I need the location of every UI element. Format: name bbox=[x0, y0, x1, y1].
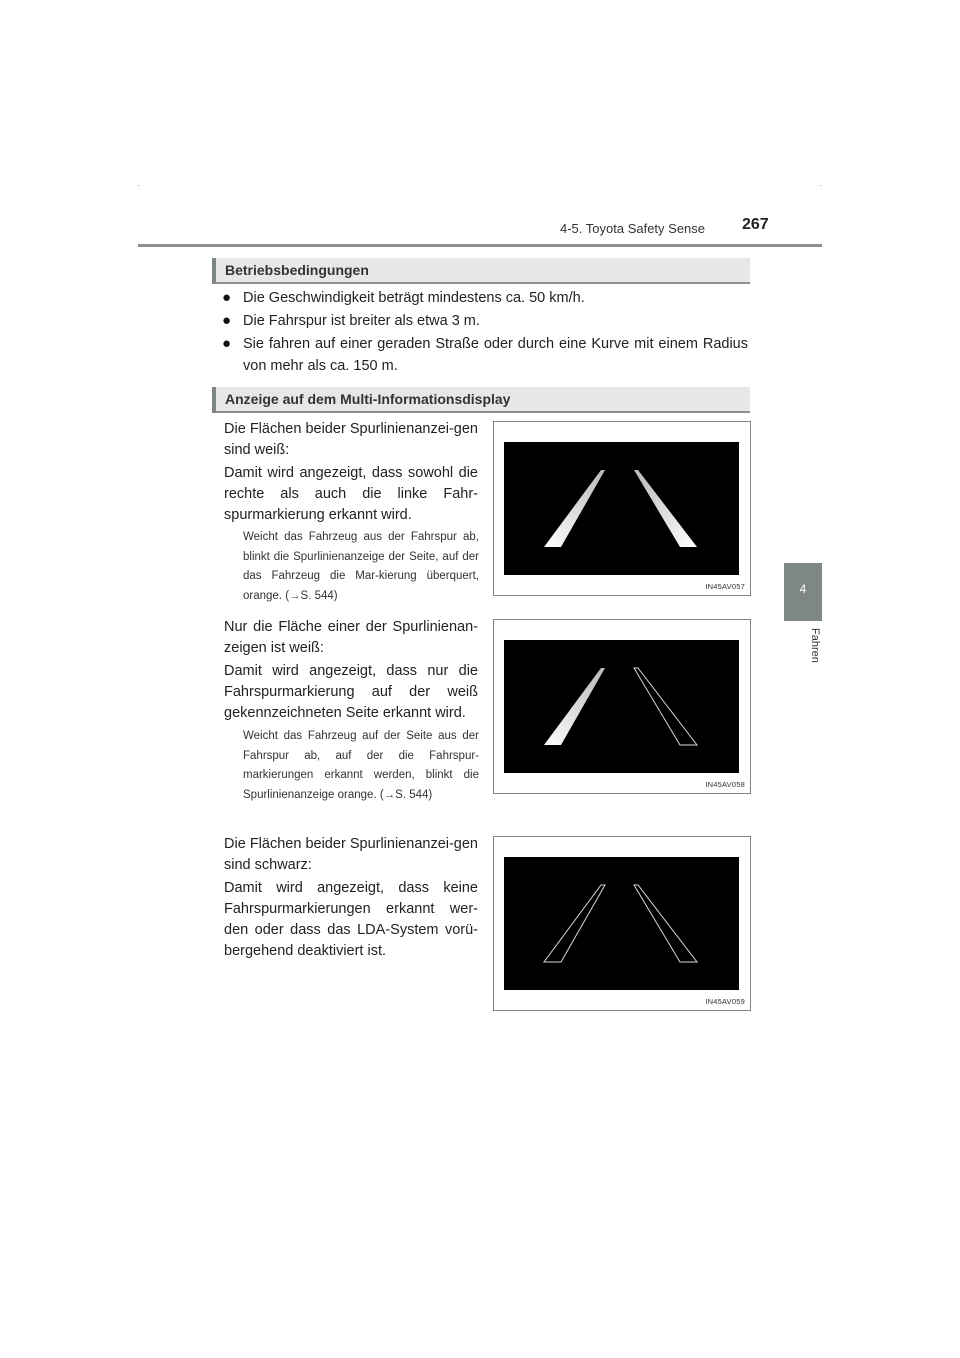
chapter-label-container bbox=[785, 628, 821, 688]
header-divider bbox=[138, 244, 822, 247]
bullet-icon: ● bbox=[222, 289, 232, 306]
figure-code: IN45AV057 bbox=[705, 582, 745, 591]
crop-mark bbox=[820, 185, 821, 186]
lane-lines-icon bbox=[504, 442, 739, 575]
bullet-item bbox=[222, 287, 748, 309]
figure-code: IN45AV059 bbox=[705, 997, 745, 1006]
bullet-item bbox=[222, 333, 748, 377]
lane-lines-icon bbox=[504, 857, 739, 990]
crop-mark bbox=[138, 185, 139, 186]
figure-no-lanes-detected bbox=[493, 836, 751, 1011]
bullet-text: Die Geschwindigkeit beträgt mindestens ca. 50 km/h. bbox=[243, 290, 585, 306]
item-note: Weicht das Fahrzeug aus der Fahrspur ab, blinkt die Spurlinienanzeige der Seite, auf der das Fahrzeug die Mar-kierung überquert, orange. (→S. 544) bbox=[243, 531, 479, 602]
chapter-tab[interactable] bbox=[784, 563, 822, 621]
bullet-text: Sie fahren auf einer geraden Straße oder durch eine Kurve mit einem Radius von mehr als ca. 150 m. bbox=[243, 336, 748, 374]
bullet-icon: ● bbox=[222, 335, 232, 352]
item-title: Die Flächen beider Spurlinienanzei-gen sind weiß: bbox=[224, 421, 478, 458]
section-heading-text: Betriebsbedingungen bbox=[225, 262, 369, 278]
figure-one-lane-detected bbox=[493, 619, 751, 794]
section-heading-bar bbox=[212, 258, 216, 284]
section-heading-text: Anzeige auf dem Multi-Informationsdisplay bbox=[225, 391, 511, 407]
section-heading-display bbox=[212, 387, 750, 413]
running-header-section: 4-5. Toyota Safety Sense bbox=[560, 221, 706, 236]
display-screen bbox=[504, 857, 739, 990]
bullet-text: Die Fahrspur ist breiter als etwa 3 m. bbox=[243, 313, 480, 329]
item-note: Weicht das Fahrzeug auf der Seite aus der Fahrspur ab, auf der die Fahrspur-markierungen erkannt werden, blinkt die Spurlinienanzeige orange. (→S. 544) bbox=[243, 730, 479, 801]
bullet-icon: ● bbox=[222, 312, 232, 329]
item-title: Die Flächen beider Spurlinienanzei-gen sind schwarz: bbox=[224, 836, 478, 873]
page-number: 267 bbox=[742, 216, 769, 233]
chapter-number: 4 bbox=[799, 582, 807, 596]
lane-lines-icon bbox=[504, 640, 739, 773]
bullet-item bbox=[222, 310, 748, 332]
display-screen bbox=[504, 640, 739, 773]
chapter-label: Fahren bbox=[809, 628, 821, 663]
figure-code: IN45AV058 bbox=[705, 780, 745, 789]
section-heading-bar bbox=[212, 387, 216, 413]
item-description: Damit wird angezeigt, dass sowohl die rechte als auch die linke Fahr-spurmarkierung erkannt wird. bbox=[224, 465, 478, 523]
display-screen bbox=[504, 442, 739, 575]
figure-both-lanes-detected bbox=[493, 421, 751, 596]
item-description: Damit wird angezeigt, dass nur die Fahrspurmarkierung auf der weiß gekennzeichneten Seite erkannt wird. bbox=[224, 663, 478, 721]
item-description: Damit wird angezeigt, dass keine Fahrspurmarkierungen erkannt wer-den oder dass das LDA-System vorü-bergehend deaktiviert ist. bbox=[224, 880, 478, 959]
item-title: Nur die Fläche einer der Spurlinienan-zeigen ist weiß: bbox=[224, 619, 478, 656]
section-heading-operating-conditions bbox=[212, 258, 750, 284]
